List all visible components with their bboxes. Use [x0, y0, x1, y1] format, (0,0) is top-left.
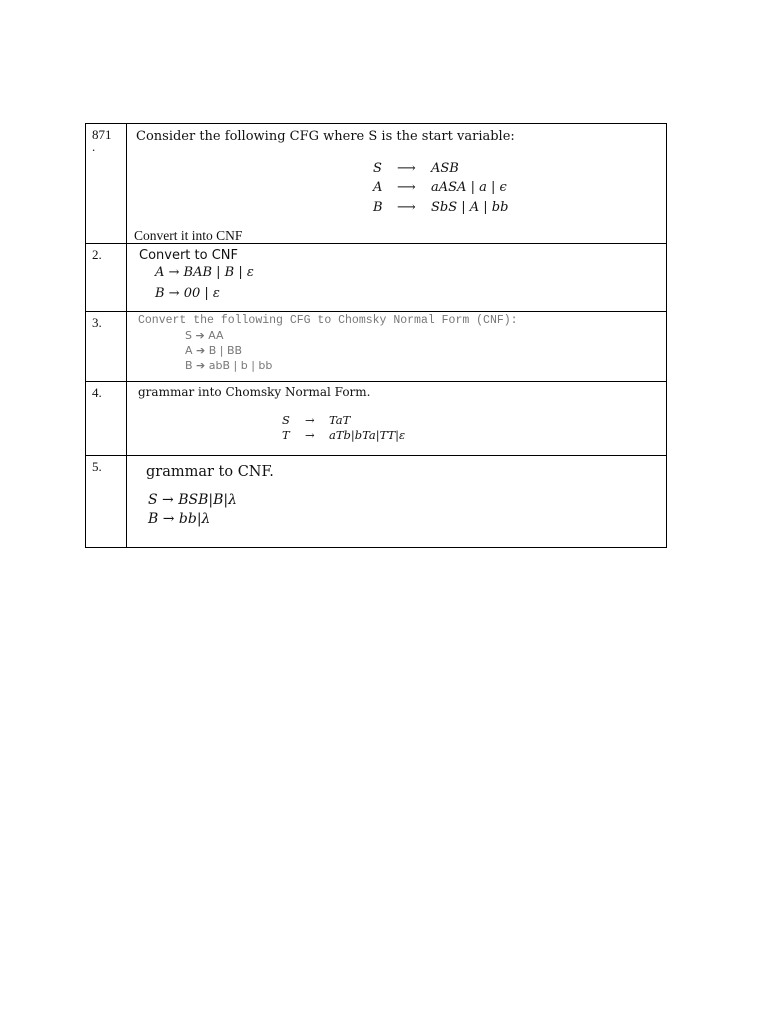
rule-lhs: B [373, 200, 383, 215]
question-body [127, 124, 667, 244]
question-footer: Convert it into CNF [134, 228, 243, 243]
rule-rhs: aASA | a | ϵ [431, 180, 507, 195]
grammar-rule: S → BSB|B|λ [148, 492, 237, 508]
rule-arrow: ⟶ [397, 161, 416, 176]
grammar-rule: B → bb|λ [148, 511, 211, 527]
question-title: Convert to CNF [139, 248, 238, 263]
grammar-rule: B ➔ abB | b | bb [185, 359, 273, 372]
grammar-rule: S ➔ AA [185, 329, 224, 342]
rule-arrow: → [305, 413, 315, 427]
rule-lhs: S [282, 413, 290, 427]
question-number: 2. [86, 244, 127, 312]
rule-rhs: SbS | A | bb [431, 200, 509, 215]
question-number: 4. [86, 382, 127, 456]
question-number: 3. [86, 312, 127, 382]
question-row [86, 312, 667, 382]
question-number [86, 124, 127, 244]
grammar-rule: A → BAB | B | ε [155, 265, 254, 280]
question-title: grammar to CNF. [146, 464, 274, 480]
question-row [86, 456, 667, 548]
question-number-suffix: . [92, 139, 96, 154]
grammar-rule: B → 00 | ε [155, 286, 220, 301]
rule-rhs: ASB [431, 161, 459, 176]
question-number-text: 871 [92, 127, 112, 142]
rule-rhs: TaT [329, 413, 351, 427]
question-intro: Consider the following CFG where S is the start variable: [136, 129, 515, 144]
rule-lhs: A [373, 180, 383, 195]
rule-arrow: ⟶ [397, 200, 416, 215]
question-number: 5. [86, 456, 127, 548]
question-body [127, 312, 667, 382]
questions-table [85, 123, 667, 548]
rule-arrow: ⟶ [397, 180, 416, 195]
question-title: grammar into Chomsky Normal Form. [138, 385, 371, 399]
question-body [127, 456, 667, 548]
rule-arrow: → [305, 428, 315, 442]
rule-lhs: T [282, 428, 290, 442]
rule-rhs: aTb|bTa|TT|ε [329, 428, 406, 442]
question-row [86, 382, 667, 456]
grammar-rule: A ➔ B | BB [185, 344, 243, 357]
question-body [127, 382, 667, 456]
question-row [86, 244, 667, 312]
question-title: Convert the following CFG to Chomsky Normal Form (CNF): [138, 314, 518, 327]
rule-lhs: S [373, 161, 382, 176]
question-body [127, 244, 667, 312]
question-row [86, 124, 667, 244]
